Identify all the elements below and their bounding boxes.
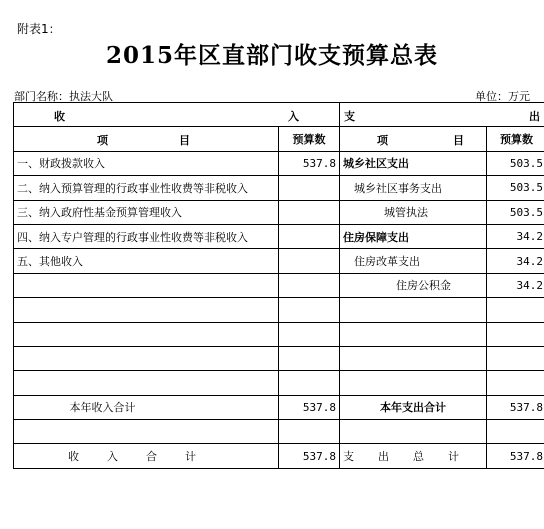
table-row — [14, 298, 544, 322]
expense-item-header-right: 目 — [453, 134, 464, 148]
income-item-header-left: 项 — [97, 134, 108, 148]
expense-value-cell: 503.5 — [487, 200, 544, 224]
grand-expense-value: 537.8 — [487, 444, 544, 468]
page-title: 2015年区直部门收支预算总表 — [105, 42, 438, 69]
expense-item-cell: 城乡社区事务支出 — [340, 176, 487, 200]
income-item-cell — [14, 371, 279, 395]
income-value-cell — [279, 273, 340, 297]
income-value-cell — [279, 322, 340, 346]
income-value-cell — [279, 346, 340, 370]
expense-item-cell: 住房保障支出 — [340, 224, 487, 248]
income-item-header-right: 目 — [179, 134, 190, 148]
expense-value-cell — [487, 322, 544, 346]
table-row — [14, 322, 544, 346]
table-row — [14, 176, 544, 200]
expense-value-cell: 34.2 — [487, 224, 544, 248]
attachment-label: 附表1： — [17, 22, 61, 36]
expense-item-cell: 住房公积金 — [340, 273, 487, 297]
income-section-left: 收 — [54, 110, 65, 123]
grand-expense-label: 支出总计 — [340, 444, 487, 468]
year-expense-total-label: 本年支出合计 — [340, 395, 487, 419]
income-section-right: 入 — [288, 110, 299, 123]
income-item-cell — [14, 346, 279, 370]
expense-value-cell — [487, 298, 544, 322]
section-header-row — [14, 103, 544, 127]
table-row — [14, 151, 544, 175]
expense-value-cell — [487, 371, 544, 395]
income-value-cell — [279, 176, 340, 200]
year-income-total-value: 537.8 — [279, 395, 340, 419]
department-name: 部门名称：执法大队 — [14, 90, 113, 103]
grand-income-value: 537.8 — [279, 444, 340, 468]
year-expense-total-value: 537.8 — [487, 395, 544, 419]
table-row — [14, 346, 544, 370]
unit-label: 单位：万元 — [475, 90, 530, 103]
income-value-cell — [279, 249, 340, 273]
expense-item-cell: 住房改革支出 — [340, 249, 487, 273]
expense-value-cell: 34.2 — [487, 249, 544, 273]
table-row — [14, 371, 544, 395]
year-total-row — [14, 395, 544, 419]
income-value-cell — [279, 224, 340, 248]
income-value-cell — [279, 371, 340, 395]
expense-item-header — [340, 127, 487, 151]
expense-budget-header: 预算数 — [487, 127, 544, 151]
grand-income-label: 收入合计 — [14, 444, 279, 468]
expense-item-header-left: 项 — [377, 134, 388, 148]
expense-item-cell — [340, 298, 487, 322]
expense-value-cell: 34.2 — [487, 273, 544, 297]
table-row — [14, 224, 544, 248]
expense-item-cell — [340, 322, 487, 346]
income-item-cell: 二、纳入预算管理的行政事业性收费等非税收入 — [14, 176, 279, 200]
income-item-cell: 一、财政拨款收入 — [14, 151, 279, 175]
expense-item-cell — [340, 371, 487, 395]
income-item-header — [14, 127, 279, 151]
income-item-cell — [14, 273, 279, 297]
expense-value-cell — [487, 420, 544, 444]
table-row — [14, 249, 544, 273]
income-item-cell: 五、其他收入 — [14, 249, 279, 273]
year-income-total-label: 本年收入合计 — [14, 395, 279, 419]
budget-table — [13, 102, 544, 469]
expense-item-cell — [340, 420, 487, 444]
expense-section-header — [340, 103, 544, 127]
income-section-header — [14, 103, 340, 127]
income-item-cell — [14, 420, 279, 444]
income-value-cell — [279, 298, 340, 322]
expense-item-cell — [340, 346, 487, 370]
income-value-cell — [279, 200, 340, 224]
income-budget-header: 预算数 — [279, 127, 340, 151]
grand-total-row — [14, 444, 544, 468]
column-header-row — [14, 127, 544, 151]
table-row — [14, 200, 544, 224]
income-value-cell: 537.8 — [279, 151, 340, 175]
expense-section-right: 出 — [529, 110, 540, 123]
income-value-cell — [279, 420, 340, 444]
expense-value-cell — [487, 346, 544, 370]
income-item-cell — [14, 298, 279, 322]
income-item-cell: 四、纳入专户管理的行政事业性收费等非税收入 — [14, 224, 279, 248]
expense-item-cell: 城管执法 — [340, 200, 487, 224]
table-row — [14, 273, 544, 297]
expense-value-cell: 503.5 — [487, 176, 544, 200]
income-item-cell — [14, 322, 279, 346]
expense-item-cell: 城乡社区支出 — [340, 151, 487, 175]
expense-section-left: 支 — [344, 110, 355, 123]
table-row — [14, 420, 544, 444]
expense-value-cell: 503.5 — [487, 151, 544, 175]
income-item-cell: 三、纳入政府性基金预算管理收入 — [14, 200, 279, 224]
